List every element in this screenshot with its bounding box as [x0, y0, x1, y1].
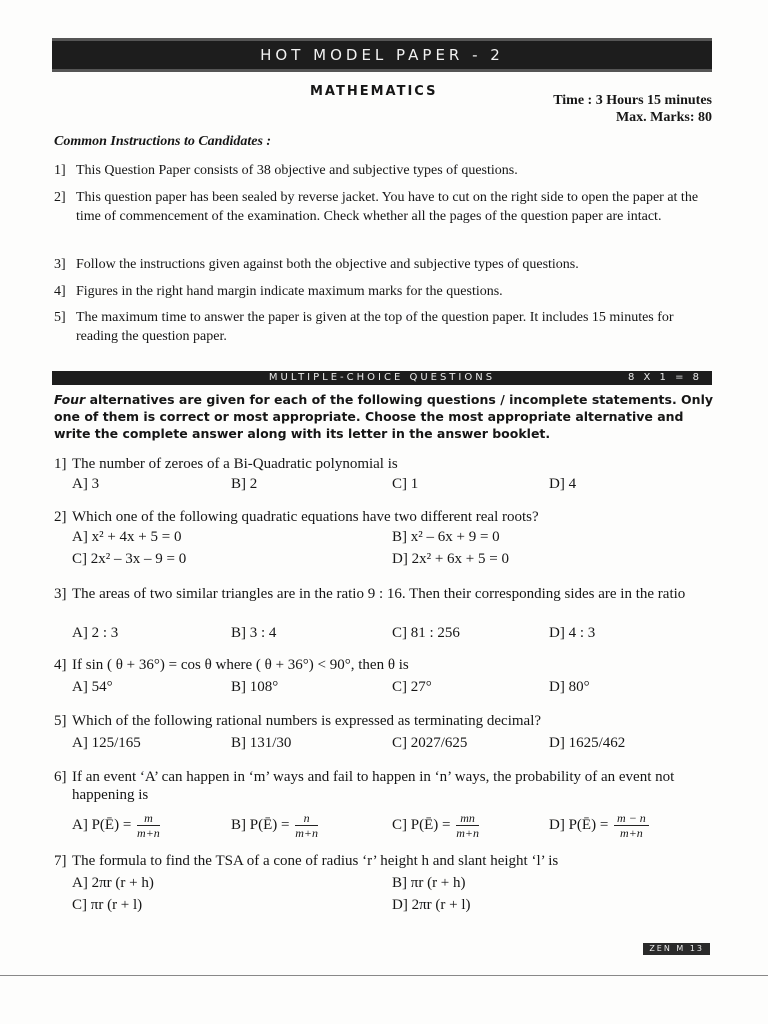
instruction-item: [54, 308, 714, 346]
question-text: The number of zeroes of a Bi-Quadratic polynomial is: [72, 456, 398, 472]
option-a: A] 125/165: [72, 735, 141, 751]
fraction-denominator: m+n: [295, 826, 318, 840]
question-number: 6]: [54, 769, 67, 785]
instruction-text: Figures in the right hand margin indicate maximum marks for the questions.: [76, 284, 503, 299]
question-3: [54, 585, 714, 603]
fraction: [137, 811, 160, 840]
fraction-denominator: m+n: [456, 826, 479, 840]
time-marks-block: [553, 92, 712, 126]
option-lhs: P(Ē) =: [249, 816, 290, 833]
fraction: [614, 811, 649, 840]
fraction: [295, 811, 318, 840]
subject-title: MATHEMATICS: [310, 84, 438, 99]
instruction-number: 5]: [54, 310, 66, 325]
option-lhs: P(Ē) =: [410, 816, 451, 833]
question-text: Which one of the following quadratic equations have two different real roots?: [72, 509, 539, 525]
question-7: [54, 852, 714, 870]
option-label: C]: [392, 816, 407, 833]
page-edge-divider: [0, 975, 768, 976]
question-1: [54, 455, 714, 473]
question-number: 5]: [54, 713, 67, 729]
option-b: B] πr (r + h): [392, 875, 466, 891]
option-c: C] 27°: [392, 679, 432, 695]
fraction-denominator: m+n: [137, 826, 160, 840]
option-a: A] 2πr (r + h): [72, 875, 154, 891]
option-b: B] 131/30: [231, 735, 292, 751]
question-number: 1]: [54, 456, 67, 472]
question-4: [54, 656, 714, 674]
question-6: [54, 768, 714, 804]
fraction-numerator: m − n: [614, 811, 649, 826]
question-number: 4]: [54, 657, 67, 673]
max-marks: Max. Marks: 80: [615, 110, 712, 125]
instruction-item: [54, 255, 714, 274]
instruction-item: [54, 161, 714, 180]
question-5: [54, 712, 714, 730]
instruction-text: The maximum time to answer the paper is given at the top of the question paper. It includes 15 minutes for reading the question paper.: [76, 310, 674, 344]
option-label: B]: [231, 816, 246, 833]
fraction-numerator: n: [295, 811, 318, 826]
question-number: 2]: [54, 509, 67, 525]
option-c: C] 1: [392, 476, 419, 492]
option-a: [72, 811, 160, 840]
option-d: [549, 811, 649, 840]
question-text: The formula to find the TSA of a cone of radius ‘r’ height h and slant height ‘l’ is: [72, 853, 559, 869]
option-c: C] πr (r + l): [72, 897, 143, 913]
option-d: D] 2πr (r + l): [392, 897, 471, 913]
time-allowed: Time : 3 Hours 15 minutes: [553, 93, 712, 108]
option-c: C] 2027/625: [392, 735, 468, 751]
instruction-number: 2]: [54, 190, 66, 205]
instruction-text: Follow the instructions given against both the objective and subjective types of questions.: [76, 257, 579, 272]
option-a: A] 3: [72, 476, 100, 492]
question-text: If sin ( θ + 36°) = cos θ where ( θ + 36°) < 90°, then θ is: [72, 657, 409, 673]
option-c: [392, 811, 479, 840]
question-text: Which of the following rational numbers is expressed as terminating decimal?: [72, 713, 542, 729]
option-c: C] 2x² – 3x – 9 = 0: [72, 551, 187, 567]
instructions-heading: Common Instructions to Candidates :: [54, 134, 272, 149]
mcq-section-bar: [52, 371, 712, 385]
fraction: [456, 811, 479, 840]
option-b: B] 3 : 4: [231, 625, 277, 641]
option-a: A] x² + 4x + 5 = 0: [72, 529, 182, 545]
page-footer-badge: ZEN M 13: [643, 943, 710, 955]
paper-title-banner: HOT MODEL PAPER - 2: [52, 38, 712, 72]
mcq-section-marks: 8 X 1 = 8: [627, 372, 702, 383]
option-b: B] 108°: [231, 679, 279, 695]
option-lhs: P(Ē) =: [568, 816, 609, 833]
fraction-numerator: m: [137, 811, 160, 826]
option-lhs: P(Ē) =: [91, 816, 132, 833]
option-b: B] x² – 6x + 9 = 0: [392, 529, 500, 545]
option-b: B] 2: [231, 476, 258, 492]
mcq-instructions-first-word: Four: [54, 392, 86, 407]
option-b: [231, 811, 318, 840]
instruction-text: This question paper has been sealed by reverse jacket. You have to cut on the right side to open the paper at the time of commencement of the examination. Check whether all the pages of the question paper are intact.: [76, 190, 699, 224]
mcq-section-title: MULTIPLE-CHOICE QUESTIONS: [268, 372, 496, 383]
question-number: 3]: [54, 586, 67, 602]
option-d: D] 1625/462: [549, 735, 626, 751]
option-d: D] 80°: [549, 679, 590, 695]
instruction-text: This Question Paper consists of 38 objective and subjective types of questions.: [76, 163, 518, 178]
question-number: 7]: [54, 853, 67, 869]
option-label: A]: [72, 816, 88, 833]
instruction-number: 3]: [54, 257, 66, 272]
question-text: If an event ‘A’ can happen in ‘m’ ways and fail to happen in ‘n’ ways, the probability of an event not happening is: [72, 769, 675, 803]
question-2: [54, 508, 714, 526]
option-d: D] 4 : 3: [549, 625, 596, 641]
option-a: A] 2 : 3: [72, 625, 119, 641]
question-text: The areas of two similar triangles are in the ratio 9 : 16. Then their corresponding sides are in the ratio: [72, 586, 686, 602]
option-d: D] 4: [549, 476, 577, 492]
instruction-number: 4]: [54, 284, 66, 299]
option-d: D] 2x² + 6x + 5 = 0: [392, 551, 509, 567]
instruction-number: 1]: [54, 163, 66, 178]
fraction-numerator: mn: [456, 811, 479, 826]
mcq-instructions: [54, 391, 714, 442]
fraction-denominator: m+n: [620, 826, 643, 840]
instruction-item: [54, 188, 714, 226]
option-a: A] 54°: [72, 679, 113, 695]
mcq-instructions-text: alternatives are given for each of the following questions / incomplete statements. Only one of them is correct or most appropriate. Choose the most appropriate alternative and write the complete answer along with its letter in the answer booklet.: [54, 392, 714, 441]
option-label: D]: [549, 816, 565, 833]
option-c: C] 81 : 256: [392, 625, 460, 641]
instruction-item: [54, 282, 714, 301]
